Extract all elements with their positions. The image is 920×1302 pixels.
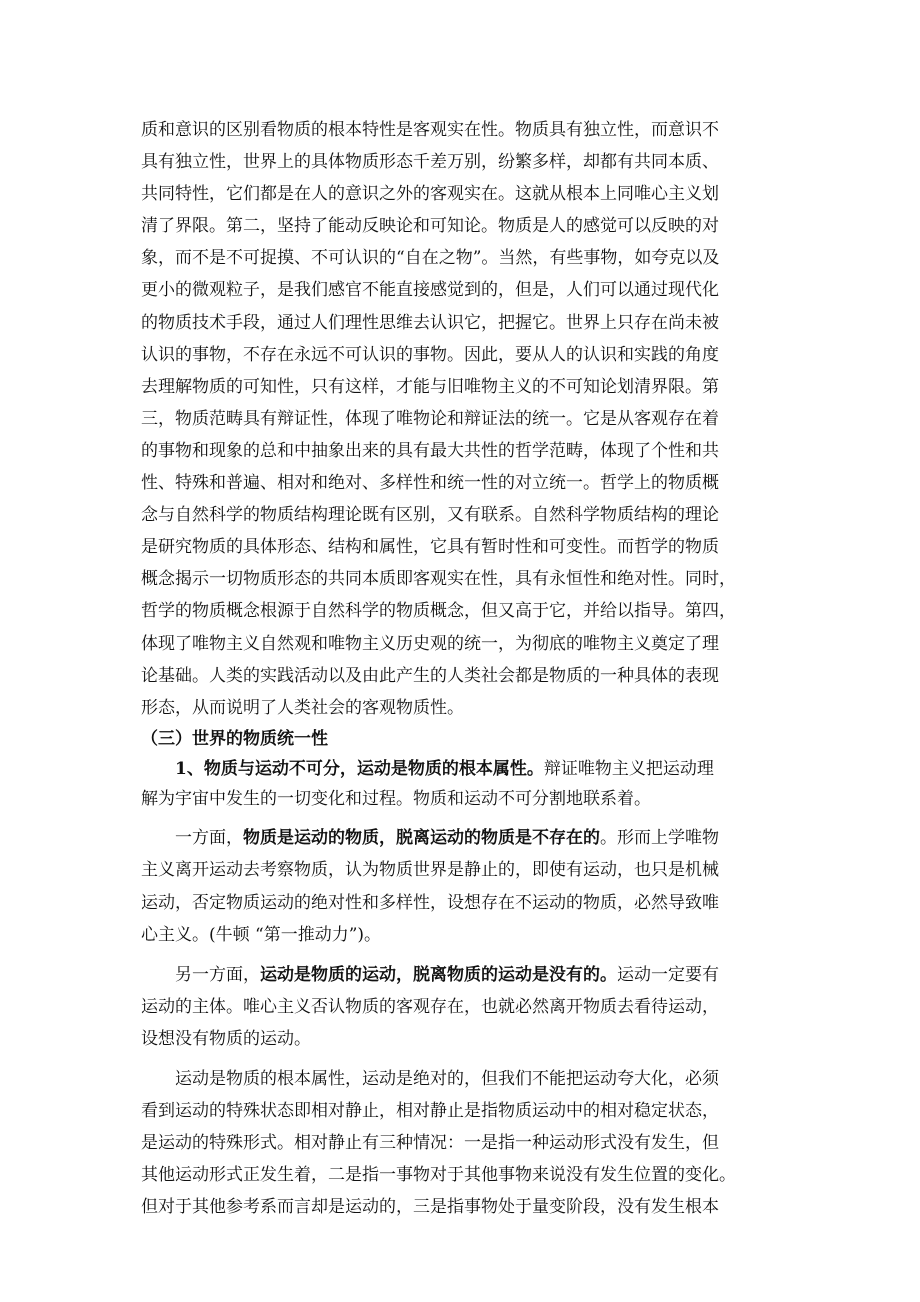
text-line: 论基础。人类的实践活动以及由此产生的人类社会都是物质的一种具体的表现 [141,665,719,686]
text-line: 看到运动的特殊状态即相对静止，相对静止是指物质运动中的相对稳定状态， [141,1101,719,1122]
paragraph-motion-attribute [141,754,781,814]
body-text: 运动一定要有 [617,964,719,985]
text-line: 是运动的特殊形式。相对静止有三种情况：一是指一种运动形式没有发生，但 [141,1133,719,1154]
text-line: 概念揭示一切物质形态的共同本质即客观实在性，具有永恒性和绝对性。同时， [141,569,736,590]
text-line: 解为宇宙中发生的一切变化和过程。物质和运动不可分割地联系着。 [141,789,651,810]
paragraph-other-aspect [141,959,781,1055]
text-line: 哲学的物质概念根源于自然科学的物质概念，但又高于它，并给以指导。第四， [141,601,736,622]
text-line: 性、特殊和普遍、相对和绝对、多样性和统一性的对立统一。哲学上的物质概 [141,473,719,494]
text-line: 的事物和现象的总和中抽象出来的具有最大共性的哲学范畴，体现了个性和共 [141,440,719,461]
text-line: 运动的主体。唯心主义否认物质的客观存在，也就必然离开物质去看待运动， [141,996,719,1017]
text-line: 具有独立性，世界上的具体物质形态千差万别，纷繁多样，却都有共同本质、 [141,152,719,173]
text-line: 去理解物质的可知性，只有这样，才能与旧唯物主义的不可知论划清界限。第 [141,376,719,397]
text-line: 质和意识的区别看物质的根本特性是客观实在性。物质具有独立性，而意识不 [141,120,719,140]
text-line: 共同特性，它们都是在人的意识之外的客观实在。这就从根本上同唯心主义划 [141,184,719,205]
body-text: 。形而上学唯物 [600,828,719,849]
text-line [141,754,781,784]
paragraph-material-concept [141,114,781,724]
text-line: 清了界限。第二，坚持了能动反映论和可知论。物质是人的感觉可以反映的对 [141,216,719,237]
paragraph-relative-rest [141,1063,781,1223]
emphasis-text: 物质是运动的物质，脱离运动的物质是不存在的 [243,828,600,849]
text-line: 主义离开运动去考察物质，认为物质世界是静止的，即使有运动，也只是机械 [141,860,719,881]
text-line [141,959,781,991]
text-line: 的物质技术手段，通过人们理性思维去认识它，把握它。世界上只存在尚未被 [141,312,719,333]
text-line: 设想没有物质的运动。 [141,1028,311,1049]
text-line: 运动是物质的根本属性，运动是绝对的，但我们不能把运动夸大化，必须 [175,1069,719,1089]
text-line: 体现了唯物主义自然观和唯物主义历史观的统一，为彻底的唯物主义奠定了理 [141,633,719,654]
text-line: 心主义。(牛顿 “第一推动力”)。 [141,924,382,945]
text-line [141,822,781,854]
text-line: 念与自然科学的物质结构理论既有区别，又有联系。自然科学物质结构的理论 [141,505,719,526]
text-line: 运动，否定物质运动的绝对性和多样性，设想存在不运动的物质，必然导致唯 [141,892,719,913]
paragraph-gap [141,814,781,822]
paragraph-gap [141,1055,781,1063]
paragraph-one-aspect [141,822,781,950]
body-text: 另一方面， [175,964,260,985]
body-text: 一方面， [175,828,243,849]
text-line: 象，而不是不可捉摸、不可认识的“自在之物”。当然，有些事物，如夸克以及 [141,248,720,269]
text-line: 形态，从而说明了人类社会的客观物质性。 [141,697,464,718]
text-line: 三，物质范畴具有辩证性，体现了唯物论和辩证法的统一。它是从客观存在着 [141,408,719,429]
section-heading: （三）世界的物质统一性 [141,728,328,749]
text-line: 其他运动形式正发生着，二是指一事物对于其他事物来说没有发生位置的变化。 [141,1165,736,1186]
body-text: 辩证唯物主义把运动理 [543,758,714,779]
document-page [141,114,781,1223]
text-line: 更小的微观粒子，是我们感官不能直接感觉到的，但是，人们可以通过现代化 [141,280,719,301]
text-line: 但对于其他参考系而言却是运动的，三是指事物处于量变阶段，没有发生根本 [141,1197,719,1218]
emphasis-text: 运动是物质的运动，脱离物质的运动是没有的。 [260,964,617,985]
text-line: 认识的事物，不存在永远不可认识的事物。因此，要从人的认识和实践的角度 [141,344,719,365]
emphasis-text: 1、物质与运动不可分，运动是物质的根本属性。 [175,758,544,779]
text-line: 是研究物质的具体形态、结构和属性，它具有暂时性和可变性。而哲学的物质 [141,537,719,558]
paragraph-gap [141,951,781,959]
